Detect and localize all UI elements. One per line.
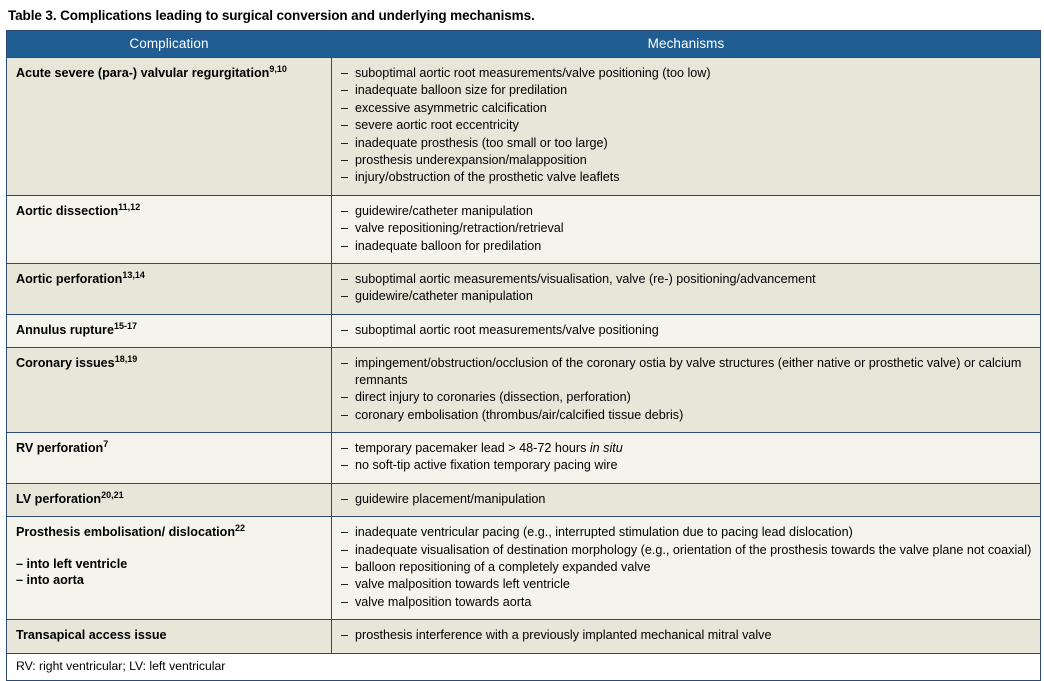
mechanism-item: – severe aortic root eccentricity (341, 117, 1032, 133)
reference-superscript: 7 (103, 438, 109, 449)
mechanisms-cell (332, 483, 1041, 516)
table-row (7, 314, 1041, 347)
complication-label: Aortic perforation$^{13,14}$ (16, 269, 145, 287)
mechanism-item: – inadequate balloon for predilation (341, 238, 1032, 254)
complication-label: Annulus rupture$^{15-17}$ (16, 320, 137, 337)
mechanism-item: – excessive asymmetric calcification (341, 100, 1032, 116)
table-row (7, 432, 1041, 483)
mechanism-item: – inadequate ventricular pacing (e.g., interrupted stimulation due to pacing lead dislocation) (341, 524, 1032, 540)
mechanism-item: – inadequate balloon size for predilation (341, 82, 1032, 98)
complication-cell (7, 620, 332, 653)
complications-table (6, 30, 1041, 681)
mechanism-list (341, 491, 1032, 507)
table-row (7, 517, 1041, 620)
complication-cell (7, 517, 332, 620)
complication-label: Coronary issues$^{18,19}$ (16, 354, 138, 371)
mechanisms-cell (332, 58, 1041, 196)
mechanism-list (341, 203, 1032, 254)
complication-cell (7, 348, 332, 433)
mechanisms-cell (332, 264, 1041, 315)
mechanisms-cell (332, 432, 1041, 483)
mechanism-item: – valve malposition towards left ventricle (341, 576, 1032, 592)
table-caption: Table 3. Complications leading to surgical conversion and underlying mechanisms. (8, 8, 535, 23)
mechanism-list (341, 322, 1032, 338)
reference-superscript: 15-17 (113, 320, 137, 331)
mechanisms-cell (332, 517, 1041, 620)
table-body (7, 58, 1041, 654)
mechanism-item: – guidewire placement/manipulation (341, 491, 1032, 507)
reference-superscript: 22 (235, 522, 246, 533)
reference-superscript: 9,10 (269, 63, 287, 74)
reference-superscript: 20,21 (101, 489, 124, 500)
table-row (7, 620, 1041, 653)
complication-cell (7, 195, 332, 263)
mechanism-list (341, 440, 1032, 474)
complication-sublabel: – into aorta (16, 573, 84, 588)
complication-label: RV perforation$^7$ (16, 438, 109, 455)
column-header-mechanisms: Mechanisms (332, 31, 1041, 58)
mechanism-item: – suboptimal aortic root measurements/valve positioning (341, 322, 1032, 338)
table-header (7, 31, 1041, 58)
mechanism-item: – impingement/obstruction/occlusion of the coronary ostia by valve structures (either native or prosthetic valve) or calcium remnants (341, 355, 1032, 388)
complication-cell (7, 483, 332, 516)
table-footer (7, 653, 1041, 680)
complication-sublabels (16, 556, 323, 589)
complication-label: LV perforation$^{20,21}$ (16, 489, 124, 506)
footnote-row (7, 653, 1041, 680)
table-row (7, 264, 1041, 315)
mechanism-list (341, 65, 1032, 186)
complication-cell (7, 264, 332, 315)
mechanism-item: – no soft-tip active fixation temporary pacing wire (341, 457, 1032, 473)
mechanism-item: – prosthesis underexpansion/malapposition (341, 152, 1032, 168)
mechanism-item: – valve malposition towards aorta (341, 594, 1032, 610)
mechanism-item: – inadequate visualisation of destination morphology (e.g., orientation of the prosthesis towards the valve plane not coaxial) (341, 542, 1032, 558)
complication-label: Aortic dissection$^{11,12}$ (16, 201, 141, 218)
mechanisms-cell (332, 314, 1041, 347)
mechanism-item: – balloon repositioning of a completely expanded valve (341, 559, 1032, 575)
reference-superscript: 18,19 (114, 354, 138, 365)
complication-cell (7, 314, 332, 347)
mechanism-item: – direct injury to coronaries (dissection, perforation) (341, 389, 1032, 405)
complication-cell (7, 58, 332, 196)
header-row (7, 31, 1041, 58)
mechanism-item: – inadequate prosthesis (too small or too large) (341, 135, 1032, 151)
mechanism-item: – guidewire/catheter manipulation (341, 203, 1032, 219)
mechanism-item: – injury/obstruction of the prosthetic valve leaflets (341, 169, 1032, 185)
complication-label: Acute severe (para-) valvular regurgitation$^{9,10}$ (16, 63, 287, 80)
mechanism-list (341, 271, 1032, 305)
mechanisms-cell (332, 348, 1041, 433)
complication-label: Transapical access issue (16, 628, 167, 643)
complication-label: Prosthesis embolisation/ dislocation$^{22}$ (16, 522, 246, 540)
mechanisms-cell (332, 195, 1041, 263)
table-row (7, 195, 1041, 263)
mechanism-item: – prosthesis interference with a previously implanted mechanical mitral valve (341, 627, 1032, 643)
mechanism-item: – suboptimal aortic measurements/visualisation, valve (re-) positioning/advancement (341, 271, 1032, 287)
mechanism-item: – guidewire/catheter manipulation (341, 288, 1032, 304)
mechanism-item: – valve repositioning/retraction/retrieval (341, 220, 1032, 236)
footnote: RV: right ventricular; LV: left ventricular (7, 653, 1041, 680)
reference-superscript: 13,14 (122, 269, 145, 280)
mechanism-item: – suboptimal aortic root measurements/valve positioning (too low) (341, 65, 1032, 81)
reference-superscript: 11,12 (118, 201, 141, 212)
table-row (7, 348, 1041, 433)
complication-sublabel: – into left ventricle (16, 556, 128, 571)
column-header-complication: Complication (7, 31, 332, 58)
complication-cell (7, 432, 332, 483)
mechanism-list (341, 627, 1032, 643)
mechanism-list (341, 355, 1032, 423)
table-row (7, 58, 1041, 196)
mechanism-item: – temporary pacemaker lead > 48-72 hours in situ (341, 440, 1032, 456)
table-row (7, 483, 1041, 516)
mechanism-item: – coronary embolisation (thrombus/air/calcified tissue debris) (341, 407, 1032, 423)
mechanisms-cell (332, 620, 1041, 653)
mechanism-list (341, 524, 1032, 610)
